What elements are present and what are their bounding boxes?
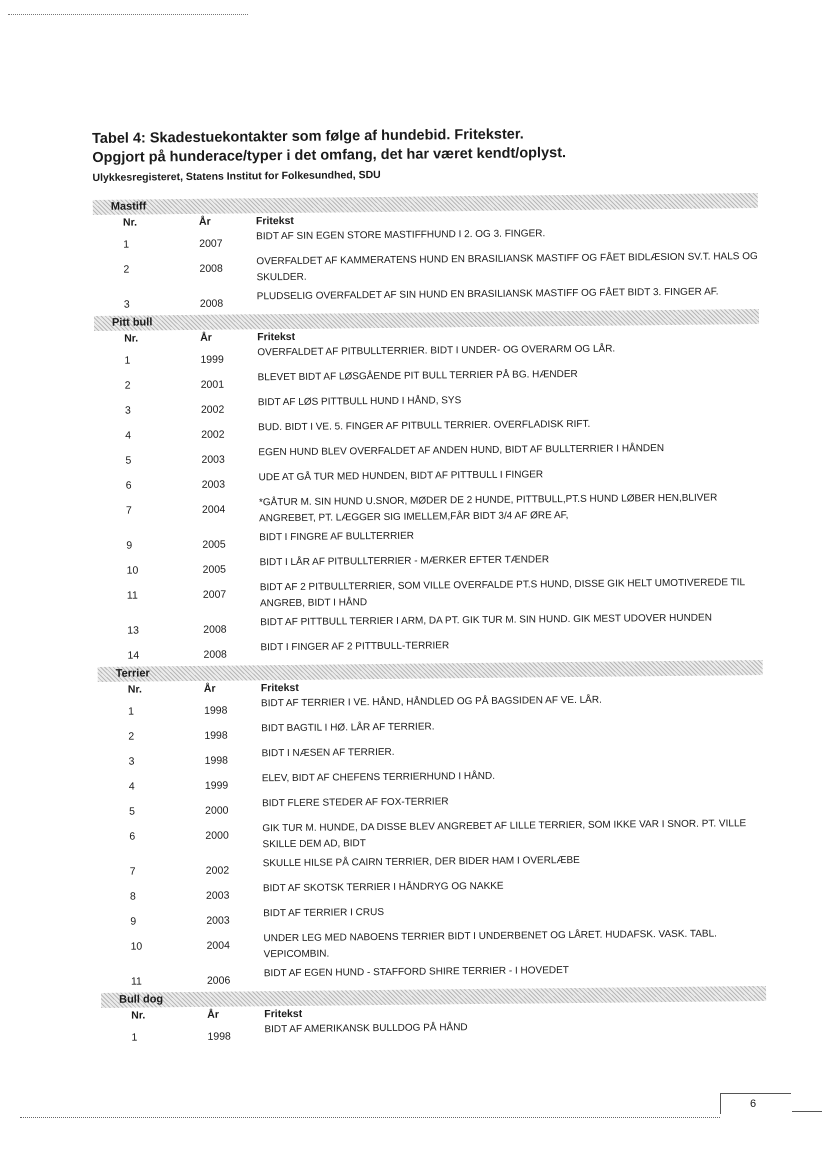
table-row: [95, 390, 760, 419]
row-number: 11: [126, 589, 138, 602]
source-line: Ulykkesregisteret, Statens Institut for Folkesundhed, SDU: [92, 168, 381, 184]
table-row: [100, 901, 765, 930]
row-text: BIDT AF TERRIER I CRUS: [263, 906, 385, 920]
row-year: 1998: [204, 729, 228, 742]
row-year: 2008: [203, 623, 227, 636]
row-number: 10: [126, 564, 139, 577]
row-text: BIDT FLERE STEDER AF FOX-TERRIER: [262, 796, 449, 810]
header-text: Fritekst: [260, 681, 299, 695]
row-number: 13: [127, 624, 139, 637]
table-row: [100, 926, 765, 965]
breed-sections: [93, 193, 767, 1046]
table-row: [93, 249, 758, 288]
row-year: 2008: [203, 648, 227, 661]
row-text: BIDT BAGTIL I HØ. LÅR AF TERRIER.: [261, 721, 435, 735]
row-text: OVERFALDET AF KAMMERATENS HUND EN BRASILIANSK MASTIFF OG FÅET BIDLÆSION SV.T. HALS OG SKULDER.: [256, 251, 758, 284]
table-title-line-1: Tabel 4: Skadestuekontakter som følge af hundebid. Fritekster.: [92, 126, 524, 147]
row-year: 1998: [204, 754, 229, 767]
row-number: 4: [128, 780, 135, 793]
row-year: 2000: [205, 804, 229, 817]
row-text: PLUDSELIG OVERFALDET AF SIN HUND EN BRASILIANSK MASTIFF OG FÅET BIDT 3. FINGER AF.: [256, 286, 719, 303]
row-text: BIDT AF EGEN HUND - STAFFORD SHIRE TERRIER - I HOVEDET: [263, 965, 569, 980]
row-number: 5: [125, 454, 132, 467]
table-row: [97, 610, 762, 639]
row-number: 10: [130, 940, 143, 953]
row-number: 3: [124, 404, 131, 417]
header-year: År: [198, 215, 211, 228]
table-row: [98, 716, 763, 745]
row-year: 2002: [200, 403, 225, 416]
document-body: [92, 123, 767, 1049]
row-year: 2007: [202, 588, 227, 601]
page-number: 6: [750, 1098, 757, 1110]
table-row: [96, 490, 761, 529]
footer-line-right: [792, 1111, 822, 1112]
table-row: [95, 415, 760, 444]
row-year: 2003: [206, 914, 230, 927]
header-year: År: [203, 682, 216, 695]
row-number: 1: [128, 705, 134, 718]
row-year: 2003: [201, 453, 225, 466]
table-row: [99, 816, 764, 855]
row-number: 14: [127, 649, 140, 662]
row-year: 2007: [199, 237, 223, 250]
table-row: [94, 284, 759, 313]
table-row: [99, 766, 764, 795]
row-number: 5: [129, 805, 136, 818]
section-header: Pitt bull: [94, 309, 759, 331]
table-row: [97, 635, 762, 664]
row-text: BIDT AF TERRIER I VE. HÅND, HÅNDLED OG PÅ BAGSIDEN AF VE. LÅR.: [260, 694, 602, 710]
section-header: Terrier: [98, 660, 763, 682]
row-year: 2004: [206, 939, 230, 952]
scan-top-line: [8, 14, 248, 15]
row-text: OVERFALDET AF PITBULLTERRIER. BIDT I UNDER- OG OVERARM OG LÅR.: [257, 343, 616, 359]
row-year: 2003: [201, 478, 226, 491]
table-row: [99, 791, 764, 820]
row-year: 2005: [202, 563, 227, 576]
row-year: 1998: [207, 1030, 231, 1043]
row-number: 9: [130, 915, 137, 928]
row-text: BIDT AF LØS PITTBULL HUND I HÅND, SYS: [257, 395, 462, 409]
section-header: Bull dog: [101, 986, 766, 1008]
header-text: Fritekst: [257, 330, 296, 344]
row-number: 1: [124, 354, 131, 367]
header-text: Fritekst: [255, 214, 294, 228]
row-number: 1: [123, 238, 130, 251]
section-header: Mastiff: [93, 193, 758, 215]
row-year: 1999: [204, 779, 229, 792]
row-text: BIDT AF PITTBULL TERRIER I ARM, DA PT. GIK TUR M. SIN HUND. GIK MEST UDOVER HUNDEN: [260, 612, 712, 629]
row-number: 3: [128, 755, 135, 768]
row-year: 2002: [201, 428, 225, 441]
table-row: [96, 465, 761, 494]
row-number: 1: [131, 1031, 138, 1044]
row-number: 7: [125, 504, 132, 517]
table-row: [96, 550, 761, 579]
row-year: 2001: [200, 378, 225, 391]
row-year: 1998: [204, 704, 228, 717]
row-year: 2002: [205, 864, 230, 877]
row-year: 2000: [205, 829, 229, 842]
row-year: 2008: [199, 297, 224, 310]
row-number: 11: [130, 975, 142, 988]
table-row: [100, 876, 765, 905]
header-nr: Nr.: [124, 332, 139, 345]
header-nr: Nr.: [122, 216, 138, 229]
row-text: BUD. BIDT I VE. 5. FINGER AF PITBULL TERRIER. OVERFLADISK RIFT.: [258, 418, 591, 434]
table-row: [98, 741, 763, 770]
row-text: BIDT I NÆSEN AF TERRIER.: [261, 746, 395, 760]
row-year: 2004: [201, 503, 226, 516]
header-year: År: [200, 331, 212, 344]
row-year: 2005: [202, 538, 226, 551]
table-title-line-2: Opgjort på hunderace/typer i det omfang, det har været kendt/oplyst.: [92, 145, 567, 166]
row-year: 2006: [206, 974, 231, 987]
table-row: [97, 575, 762, 614]
table-row: [96, 525, 761, 554]
row-number: 6: [129, 830, 136, 843]
table-row: [101, 961, 766, 990]
row-number: 6: [125, 479, 132, 492]
header-year: År: [207, 1008, 220, 1021]
row-text: UDE AT GÅ TUR MED HUNDEN, BIDT AF PITTBULL I FINGER: [258, 469, 544, 484]
footer-line: [20, 1117, 720, 1118]
row-text: BIDT AF 2 PITBULLTERRIER, SOM VILLE OVERFALDE PT.S HUND, DISSE GIK HELT UMOTIVEREDE TIL ANGREB, BIDT I HÅND: [259, 577, 745, 610]
row-number: 3: [123, 298, 130, 311]
table-row: [95, 440, 760, 469]
row-text: BLEVET BIDT AF LØSGÅENDE PIT BULL TERRIER PÅ BG. HÆNDER: [257, 368, 578, 384]
row-number: 4: [125, 429, 132, 442]
row-text: BIDT I LÅR AF PITBULLTERRIER - MÆRKER EFTER TÆNDER: [259, 554, 550, 569]
row-year: 2008: [199, 262, 223, 275]
row-text: BIDT AF SIN EGEN STORE MASTIFFHUND I 2. OG 3. FINGER.: [256, 228, 546, 243]
row-text: GIK TUR M. HUNDE, DA DISSE BLEV ANGREBET AF LILLE TERRIER, SOM IKKE VAR I SNOR. PT. VILLE SKILLE DEM AD, BIDT: [262, 818, 747, 851]
row-year: 1999: [200, 353, 224, 366]
row-number: 9: [126, 539, 133, 552]
row-year: 2003: [205, 889, 230, 902]
row-text: SKULLE HILSE PÅ CAIRN TERRIER, DER BIDER HAM I OVERLÆBE: [262, 854, 580, 870]
row-number: 2: [123, 263, 130, 276]
row-text: BIDT AF AMERIKANSK BULLDOG PÅ HÅND: [264, 1022, 468, 1036]
row-number: 2: [124, 379, 131, 392]
row-text: ELEV, BIDT AF CHEFENS TERRIERHUND I HÅND.: [261, 770, 496, 785]
table-row: [100, 851, 765, 880]
header-nr: Nr.: [131, 1009, 146, 1022]
row-number: 7: [129, 865, 136, 878]
row-text: BIDT AF SKOTSK TERRIER I HÅNDRYG OG NAKKE: [262, 880, 504, 895]
row-number: 2: [128, 730, 135, 743]
row-text: EGEN HUND BLEV OVERFALDET AF ANDEN HUND, BIDT AF BULLTERRIER I HÅNDEN: [258, 443, 665, 459]
row-number: 8: [129, 890, 136, 903]
row-text: BIDT I FINGRE AF BULLTERRIER: [259, 530, 415, 544]
row-text: *GÅTUR M. SIN HUND U.SNOR, MØDER DE 2 HUNDE, PITTBULL,PT.S HUND LØBER HEN,BLIVER ANGREBET, PT. LÆGGER SIG IMELLEM,FÅR BIDT 3/4 AF ØRE AF,: [258, 492, 718, 525]
table-row: [95, 365, 760, 394]
row-text: UNDER LEG MED NABOENS TERRIER BIDT I UNDERBENET OG LÅRET. HUDAFSK. VASK. TABL. VEPICOMBIN.: [263, 928, 717, 961]
header-nr: Nr.: [127, 683, 142, 696]
row-text: BIDT I FINGER AF 2 PITTBULL-TERRIER: [260, 640, 450, 654]
header-text: Fritekst: [264, 1007, 303, 1021]
